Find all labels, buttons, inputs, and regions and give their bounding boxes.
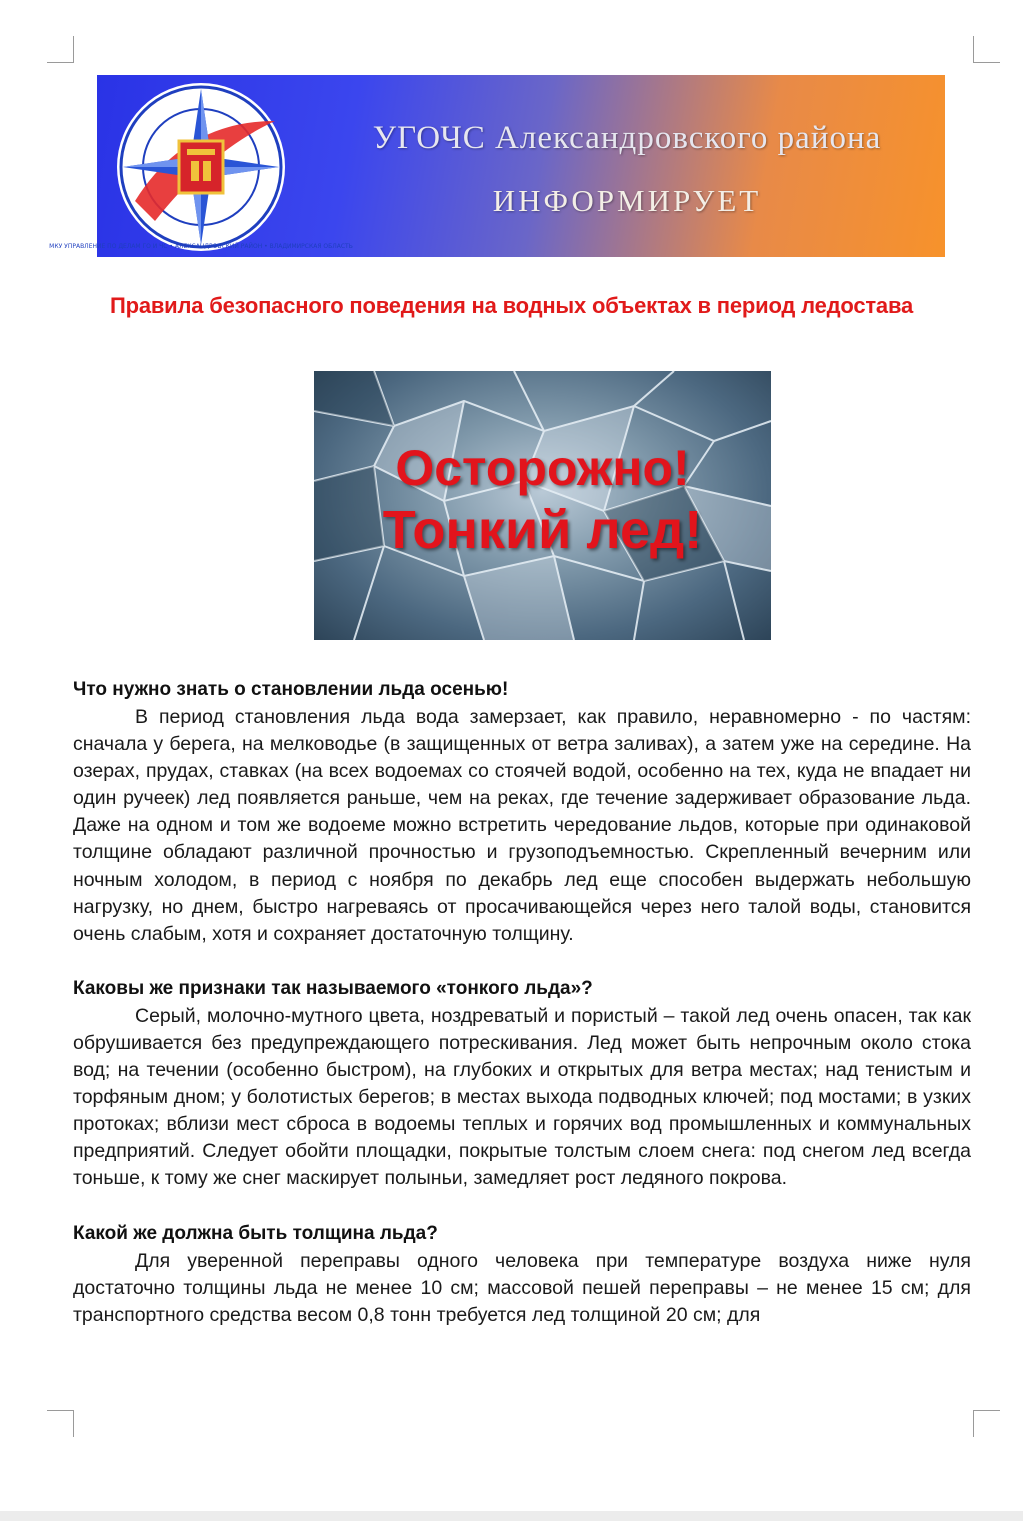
thin-ice-warning-image (314, 371, 771, 640)
section-paragraph: Для уверенной переправы одного человека при температуре воздуха ниже нуля достаточно толщины льда не менее 10 см; массовой пешей переправы – не менее 15 см; для транспортного средства весом 0,8 тонн требуется лед толщиной 20 см; для (73, 1249, 971, 1326)
banner-title: УГОЧС Александровского района (372, 120, 882, 156)
section-paragraph: Серый, молочно-мутного цвета, ноздреватый и пористый – такой лед очень опасен, так как обрушивается без предупреждающего потрескивания. Лед может быть непрочным около стока вод; на течении (особенно быстром), на глубоких и открытых для ветра местах; над тенистым и торфяным дном; у болотистых берегов; в местах выхода подводных ключей; под мостами; в узких протоках; вблизи мест сброса в водоемы теплых и горячих вод промышленных и коммунальных предприятий. Следует обойти площадки, покрытые толстым слоем снега: под снегом лед всегда тоньше, к тому же снег маскирует полыньи, замедляет рост ледяного покрова. (73, 1004, 971, 1190)
document-headline: Правила безопасного поведения на водных объектах в период ледостава (109, 293, 914, 318)
section-heading: Какой же должна быть толщина льда? (73, 1222, 438, 1244)
emblem-ring-text: МКУ УПРАВЛЕНИЕ ПО ДЕЛАМ ГО И ЧС • АЛЕКСАНДРОВСКИЙ РАЙОН • ВЛАДИМИРСКАЯ ОБЛАСТЬ (49, 243, 353, 250)
document-body (73, 676, 971, 1329)
section-heading: Что нужно знать о становлении льда осенью! (73, 679, 509, 700)
banner-subtitle: ИНФОРМИРУЕТ (492, 183, 762, 218)
section-paragraph: В период становления льда вода замерзает, как правило, неравномерно - по частям: сначала у берега, на мелководье (в защищенных от ветра заливах), а затем уже на середине. На озерах, прудах, ставках (на всех водоемах со стоячей водой, особенно на тех, куда не впадает ни один ручеек) лед появляется раньше, чем на реках, где течение задерживает образование льда. Даже на одном и том же водоеме можно встретить чередование льдов, которые при одинаковой толщине обладают различной прочностью и грузоподъемностью. Скрепленный вечерним или ночным холодом, в период с ноября по декабрь лед еще способен выдержать небольшую нагрузку, но днем, быстро нагреваясь от просачивающейся через него талой воды, становится очень слабым, хотя и сохраняет достаточную толщину. (73, 706, 971, 945)
section-heading: Каковы же признаки так называемого «тонкого льда»? (73, 977, 593, 999)
page-corner-mark-bottom-right (973, 1410, 1000, 1437)
emchs-emblem-icon (49, 81, 353, 253)
warning-line-thin-ice: Тонкий лед! (382, 500, 703, 560)
page-corner-mark-top-right (973, 36, 1000, 63)
page-bottom-edge (0, 1511, 1023, 1521)
warning-line-careful: Осторожно! (395, 440, 690, 496)
page-corner-mark-top-left (47, 36, 74, 63)
page-corner-mark-bottom-left (47, 1410, 74, 1437)
header-banner (49, 75, 945, 257)
